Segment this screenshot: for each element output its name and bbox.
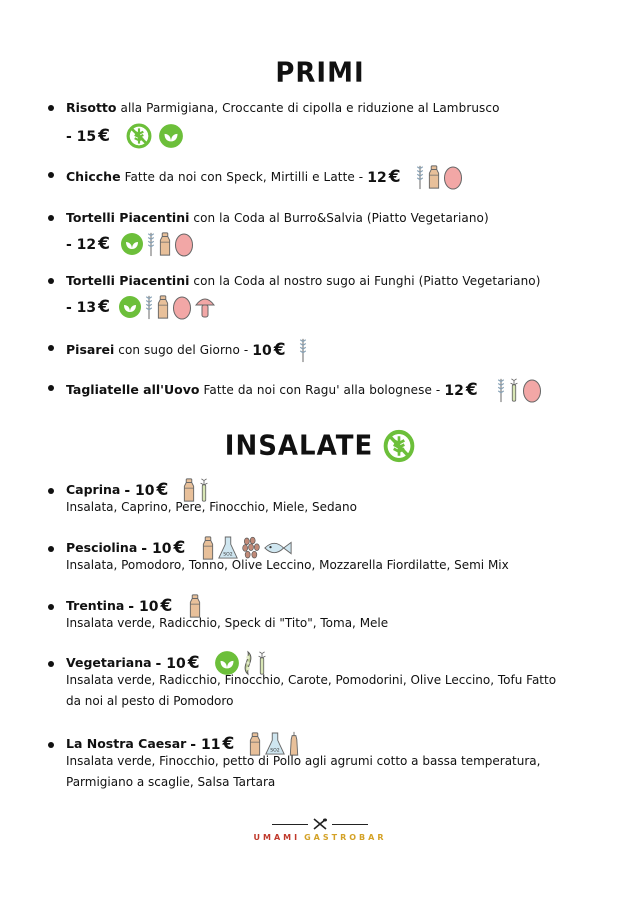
bullet	[48, 546, 54, 552]
ingredients-text: Insalata verde, Finocchio, petto di Pollo agli agrumi cotto a bassa temperatura, Parmigiano a scaglie, Salsa Tartara	[66, 754, 541, 789]
bullet	[48, 215, 54, 221]
bullet	[48, 385, 54, 391]
egg-icon	[443, 164, 463, 190]
bullet	[48, 172, 54, 178]
vegetarian-leaf-icon	[158, 123, 184, 149]
wheat-gluten-icon	[144, 294, 154, 320]
celery-icon	[508, 377, 520, 403]
wheat-gluten-icon	[146, 231, 156, 257]
ingredients-text: Insalata, Caprino, Pere, Finocchio, Miele, Sedano	[66, 500, 357, 514]
bullet	[48, 488, 54, 494]
bullet	[48, 278, 54, 284]
wheat-gluten-icon	[496, 377, 506, 403]
milk-bottle-icon	[156, 294, 170, 320]
gluten-free-icon	[126, 123, 152, 149]
milk-bottle-icon	[158, 231, 172, 257]
bullet	[48, 604, 54, 610]
wheat-gluten-icon	[415, 164, 425, 190]
ingredients-text: Insalata verde, Radicchio, Finocchio, Carote, Pomodorini, Olive Leccino, Tofu Fatto da noi al pesto di Pomodoro	[66, 673, 557, 708]
bullet	[48, 661, 54, 667]
mushroom-icon	[194, 294, 216, 320]
gluten-free-icon	[383, 429, 415, 463]
ingredients-text: Insalata verde, Radicchio, Speck di "Tito", Toma, Mele	[66, 616, 389, 630]
egg-icon	[174, 231, 194, 257]
milk-bottle-icon	[427, 164, 441, 190]
section-title-insalate: INSALATE	[0, 429, 640, 463]
footer-logo	[0, 818, 640, 842]
egg-icon	[522, 377, 542, 403]
vegetarian-leaf-icon	[118, 295, 142, 319]
egg-icon	[172, 294, 192, 320]
crossed-cutlery-icon	[312, 818, 328, 830]
vegetarian-leaf-icon	[120, 232, 144, 256]
bullet	[48, 105, 54, 111]
bullet	[48, 345, 54, 351]
wheat-gluten-icon	[298, 337, 308, 363]
brand-name: UMAMI GASTROBAR	[253, 833, 387, 842]
ingredients-text: Insalata, Pomodoro, Tonno, Olive Leccino, Mozzarella Fiordilatte, Semi Mix	[66, 558, 509, 572]
divider	[272, 824, 308, 825]
section-title-primi: PRIMI	[275, 57, 365, 89]
bullet	[48, 742, 54, 748]
divider	[332, 824, 368, 825]
